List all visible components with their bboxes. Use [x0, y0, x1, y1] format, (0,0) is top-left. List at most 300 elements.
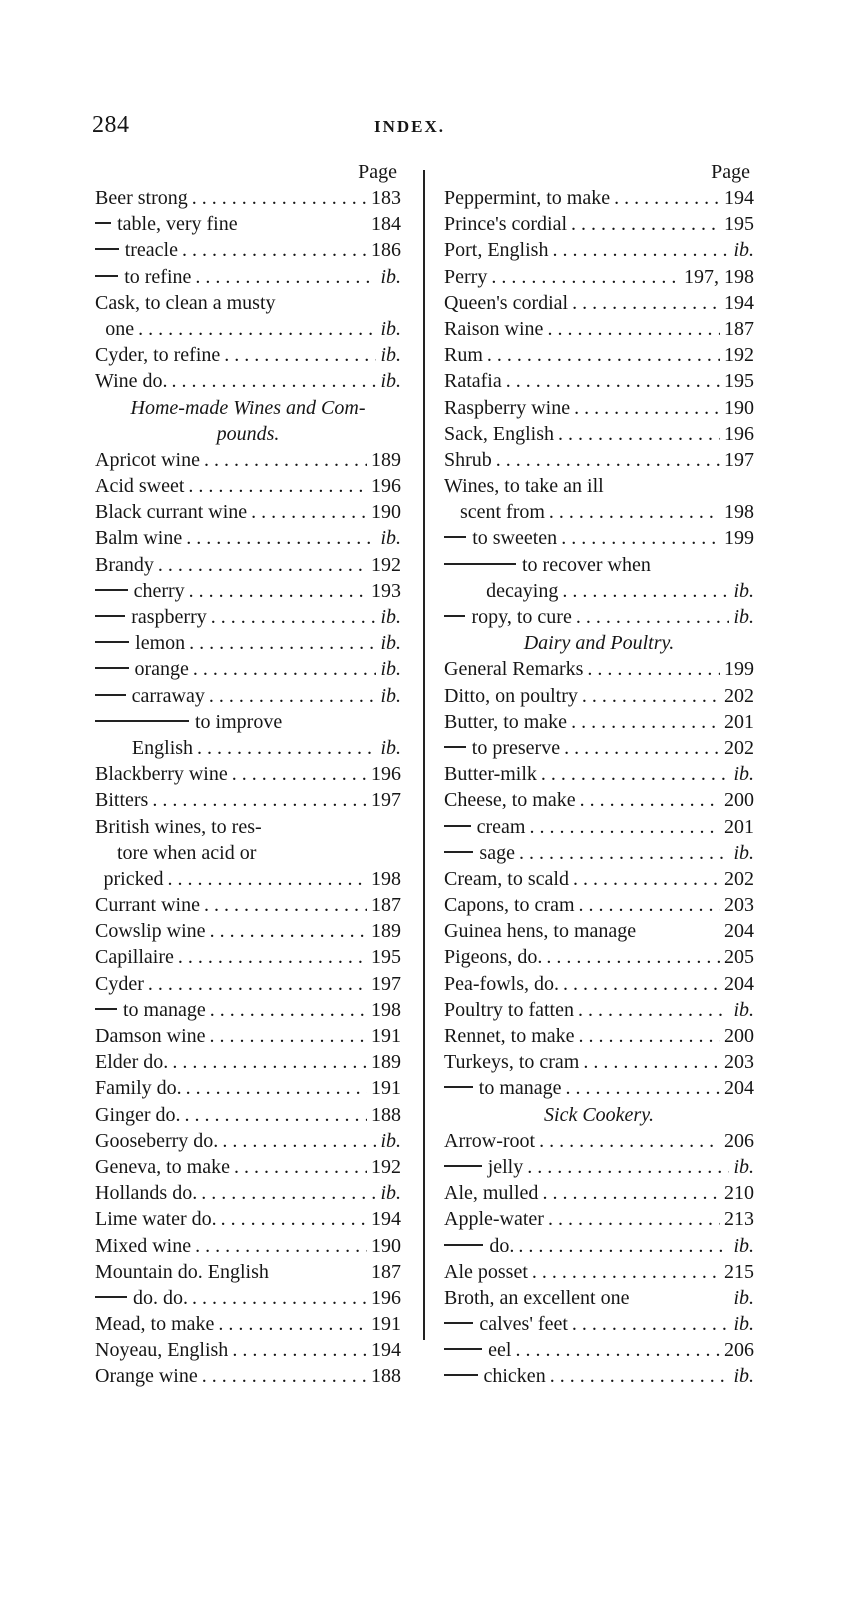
- index-entry: [444, 1363, 754, 1389]
- entry-page-number: 194: [724, 291, 754, 314]
- entry-page-number: ib.: [733, 1286, 754, 1309]
- entry-label: pricked: [103, 867, 164, 890]
- dot-leader: [579, 1023, 720, 1049]
- entry-page-number: 195: [724, 213, 754, 236]
- index-entry: [95, 447, 401, 473]
- entry-label: Black currant wine: [95, 501, 248, 524]
- index-entry: [95, 1075, 401, 1101]
- entry-page-number: 204: [724, 1077, 754, 1100]
- index-entry: [95, 1337, 401, 1363]
- entry-page-number: 184: [371, 213, 401, 236]
- entry-page-number: 191: [371, 1077, 401, 1100]
- dot-leader: [566, 1075, 720, 1101]
- entry-label: Pigeons, do.: [444, 946, 543, 969]
- dot-leader: [158, 552, 367, 578]
- dot-leader: [202, 1363, 367, 1389]
- dot-leader: [210, 997, 367, 1023]
- entry-label: do.: [489, 1234, 515, 1257]
- entry-page-number: 199: [724, 658, 754, 681]
- dot-leader: [530, 814, 721, 840]
- dot-leader: [218, 1311, 367, 1337]
- ditto-rule: [444, 1244, 483, 1246]
- entry-page-number: 200: [724, 1025, 754, 1047]
- ditto-rule: [444, 1322, 473, 1324]
- dot-leader: [542, 1180, 720, 1206]
- index-entry: [444, 447, 754, 473]
- index-entry: [444, 525, 754, 551]
- index-entry: [95, 1285, 401, 1311]
- index-entry: [95, 814, 401, 840]
- index-entry: [95, 237, 401, 263]
- entry-label: Queen's cordial: [444, 291, 569, 314]
- ditto-rule: [95, 720, 189, 722]
- entry-page-number: 197: [371, 972, 401, 995]
- entry-label: Rennet, to make: [444, 1025, 575, 1047]
- entry-page-number: 196: [371, 475, 401, 498]
- dot-leader: [564, 735, 720, 761]
- ditto-rule: [444, 563, 516, 565]
- entry-label: chicken: [483, 1365, 546, 1388]
- entry-label: Blackberry wine: [95, 763, 228, 786]
- index-column-right: [444, 160, 754, 1390]
- entry-label: Rum: [444, 344, 483, 367]
- index-entry: [95, 1049, 401, 1075]
- entry-label: Mountain do. English: [95, 1260, 269, 1283]
- index-entry: [95, 1023, 401, 1049]
- dot-leader: [614, 185, 720, 211]
- entry-label: treacle: [124, 239, 178, 262]
- dot-leader: [571, 709, 720, 735]
- dot-leader: [138, 316, 376, 342]
- index-entry: [444, 656, 754, 682]
- entry-page-number: ib.: [380, 370, 401, 393]
- ditto-rule: [95, 589, 128, 591]
- dot-leader: [573, 866, 720, 892]
- entry-page-number: 206: [724, 1129, 754, 1152]
- index-entry: [444, 552, 754, 578]
- entry-label: Butter-milk: [444, 763, 537, 786]
- entry-label: to recover when: [522, 553, 651, 576]
- dot-leader: [552, 237, 729, 263]
- index-entry: [444, 1233, 754, 1259]
- ditto-rule: [95, 275, 118, 277]
- entry-page-number: 202: [724, 736, 754, 759]
- entry-page-number: ib.: [733, 606, 754, 628]
- dot-leader: [186, 1075, 367, 1101]
- dot-leader: [506, 368, 720, 394]
- entry-page-number: 192: [371, 1155, 401, 1178]
- dot-leader: [487, 342, 720, 368]
- entry-label: Cream, to scald: [444, 867, 569, 890]
- entry-page-number: 194: [371, 1208, 401, 1231]
- dot-leader: [148, 971, 367, 997]
- index-entry: [444, 735, 754, 761]
- entry-label: Raspberry wine: [444, 396, 571, 419]
- index-entry: [444, 1154, 754, 1180]
- index-entry: [95, 499, 401, 525]
- entry-page-number: 204: [724, 972, 754, 995]
- index-entry: [95, 997, 401, 1023]
- entry-page-number: 205: [724, 946, 754, 969]
- entry-page-number: ib.: [380, 1182, 401, 1205]
- section-heading: [444, 630, 754, 656]
- entry-page-number: 195: [724, 370, 754, 393]
- entry-label: Damson wine: [95, 1025, 206, 1047]
- ditto-rule: [444, 746, 466, 748]
- entry-label: scent from: [459, 501, 545, 524]
- page-column-heading: Page: [711, 161, 750, 183]
- index-entry: [444, 499, 754, 525]
- entry-label: table, very fine: [117, 213, 238, 236]
- page-number: 284: [92, 112, 130, 138]
- ditto-rule: [444, 615, 465, 617]
- index-entry: [444, 185, 754, 211]
- entry-label: Cyder: [95, 972, 144, 995]
- entry-label: cherry: [133, 579, 185, 602]
- dot-leader: [571, 211, 720, 237]
- index-entry: [95, 552, 401, 578]
- entry-page-number: ib.: [380, 344, 401, 367]
- index-entry: [444, 342, 754, 368]
- index-entry: [95, 735, 401, 761]
- index-entry: [444, 290, 754, 316]
- entry-label: calves' feet: [479, 1313, 568, 1336]
- entry-label: Cowslip wine: [95, 920, 206, 943]
- index-entry: [95, 342, 401, 368]
- entry-label: to manage: [478, 1077, 562, 1100]
- column-divider: [423, 170, 425, 1340]
- index-entry: [444, 578, 754, 604]
- index-entry: [444, 211, 754, 237]
- entry-label: raspberry: [131, 606, 207, 628]
- index-entry: [95, 211, 401, 237]
- entry-label: Noyeau, English: [95, 1339, 229, 1362]
- index-entry: [95, 1154, 401, 1180]
- entry-label: Ratafia: [444, 370, 502, 393]
- dot-leader: [580, 787, 720, 813]
- index-entry: [444, 1259, 754, 1285]
- index-entry: [444, 1128, 754, 1154]
- entry-page-number: 187: [371, 1260, 401, 1283]
- index-entry: [444, 866, 754, 892]
- entry-page-number: ib.: [733, 1234, 754, 1257]
- ditto-rule: [95, 667, 129, 669]
- dot-leader: [186, 525, 376, 551]
- entry-page-number: 197: [371, 789, 401, 812]
- dot-leader: [572, 290, 720, 316]
- index-entry: [444, 473, 754, 499]
- dot-leader: [232, 761, 367, 787]
- dot-leader: [185, 1102, 367, 1128]
- entry-label: Prince's cordial: [444, 213, 568, 236]
- entry-page-number: ib.: [380, 736, 401, 759]
- dot-leader: [197, 735, 376, 761]
- entry-label: Cheese, to make: [444, 789, 576, 812]
- entry-page-number: ib.: [733, 1365, 754, 1388]
- entry-page-number: 203: [724, 894, 754, 917]
- index-entry: [444, 1206, 754, 1232]
- dot-leader: [515, 1337, 720, 1363]
- entry-label: Capillaire: [95, 946, 174, 969]
- entry-label: Ginger do.: [95, 1103, 181, 1126]
- index-entry: [95, 656, 401, 682]
- section-heading: [444, 1102, 754, 1128]
- index-entry: [444, 840, 754, 866]
- ditto-rule: [444, 851, 473, 853]
- entry-page-number: 198: [371, 998, 401, 1021]
- dot-leader: [188, 473, 367, 499]
- entry-page-number: ib.: [733, 239, 754, 262]
- index-entry: [444, 368, 754, 394]
- entry-page-number: 202: [724, 867, 754, 890]
- entry-label: one: [105, 317, 135, 340]
- entry-label: Mixed wine: [95, 1234, 192, 1257]
- dot-leader: [222, 1128, 376, 1154]
- index-entry: [95, 264, 401, 290]
- index-entry: [444, 709, 754, 735]
- entry-label: Elder do.: [95, 1051, 169, 1074]
- index-entry: [95, 604, 401, 630]
- ditto-rule: [444, 1348, 482, 1350]
- running-title: INDEX.: [374, 117, 446, 136]
- entry-page-number: 215: [724, 1260, 754, 1283]
- entry-page-number: ib.: [380, 265, 401, 288]
- dot-leader: [224, 342, 376, 368]
- index-entry: [95, 1180, 401, 1206]
- entry-label: ropy, to cure: [471, 606, 572, 628]
- ditto-rule: [444, 1374, 478, 1376]
- index-entry: [95, 368, 401, 394]
- entry-page-number: 198: [724, 501, 754, 524]
- entry-page-number: 213: [724, 1208, 754, 1231]
- index-entry: [95, 525, 401, 551]
- dot-leader: [572, 1311, 730, 1337]
- index-entry: [444, 264, 754, 290]
- entry-label: Ditto, on poultry: [444, 684, 578, 707]
- dot-leader: [210, 918, 367, 944]
- entry-label: Bitters: [95, 789, 149, 812]
- entry-page-number: 187: [724, 317, 754, 340]
- dot-leader: [192, 185, 367, 211]
- entry-label: Orange wine: [95, 1365, 198, 1388]
- dot-leader: [234, 1154, 367, 1180]
- entry-label: Broth, an excellent one: [444, 1286, 630, 1309]
- dot-leader: [583, 1049, 720, 1075]
- ditto-rule: [95, 641, 129, 643]
- dot-leader: [204, 892, 367, 918]
- index-entry: [95, 1259, 401, 1285]
- entry-page-number: 189: [371, 448, 401, 471]
- entry-label: Acid sweet: [95, 475, 185, 498]
- index-entry: [95, 971, 401, 997]
- dot-leader: [209, 683, 377, 709]
- index-entry: [95, 1206, 401, 1232]
- entry-page-number: 197: [724, 448, 754, 471]
- dot-leader: [558, 421, 720, 447]
- entry-label: Brandy: [95, 553, 154, 576]
- index-entry: [444, 1311, 754, 1337]
- index-entry: [444, 944, 754, 970]
- entry-label: Peppermint, to make: [444, 187, 611, 209]
- dot-leader: [195, 1233, 367, 1259]
- dot-leader: [582, 683, 720, 709]
- entry-page-number: 210: [724, 1182, 754, 1205]
- entry-label: Geneva, to make: [95, 1155, 230, 1178]
- ditto-rule: [95, 694, 126, 696]
- entry-label: Butter, to make: [444, 710, 568, 733]
- dot-leader: [491, 264, 680, 290]
- index-entry: [444, 1285, 754, 1311]
- index-entry: [95, 709, 401, 735]
- section-heading-text: Sick Cookery.: [544, 1103, 654, 1126]
- index-entry: [95, 683, 401, 709]
- dot-leader: [178, 944, 367, 970]
- section-heading-text: Dairy and Poultry.: [523, 632, 675, 655]
- entry-page-number: 190: [724, 396, 754, 419]
- index-entry: [95, 761, 401, 787]
- entry-page-number: 190: [371, 1234, 401, 1257]
- entry-page-number: ib.: [380, 684, 401, 707]
- entry-label: to improve: [195, 710, 283, 733]
- entry-page-number: 192: [371, 553, 401, 576]
- entry-page-number: 196: [724, 422, 754, 445]
- entry-page-number: 183: [371, 187, 401, 209]
- entry-page-number: 206: [724, 1339, 754, 1362]
- dot-leader: [561, 525, 720, 551]
- index-entry: [95, 185, 401, 211]
- entry-label: Perry: [444, 265, 488, 288]
- dot-leader: [562, 578, 729, 604]
- entry-page-number: 187: [371, 894, 401, 917]
- dot-leader: [541, 761, 730, 787]
- dot-leader: [251, 499, 367, 525]
- entry-page-number: 194: [371, 1339, 401, 1362]
- entry-page-number: ib.: [733, 763, 754, 786]
- entry-label: sage: [479, 841, 515, 864]
- index-entry: [95, 787, 401, 813]
- entry-label: lemon: [135, 632, 186, 655]
- entry-page-number: 202: [724, 684, 754, 707]
- entry-label: Wines, to take an ill: [444, 475, 604, 498]
- index-entry: [444, 316, 754, 342]
- ditto-rule: [95, 222, 111, 224]
- section-heading: [95, 421, 401, 447]
- index-entry: [95, 944, 401, 970]
- entry-page-number: ib.: [380, 1129, 401, 1152]
- index-entry: [95, 918, 401, 944]
- index-entry: [444, 971, 754, 997]
- entry-page-number: ib.: [733, 998, 754, 1021]
- dot-leader: [518, 1233, 729, 1259]
- index-entry: [444, 1337, 754, 1363]
- dot-leader: [519, 840, 729, 866]
- entry-label: Raison wine: [444, 317, 544, 340]
- dot-leader: [549, 499, 720, 525]
- index-entry: [444, 761, 754, 787]
- entry-label: Currant wine: [95, 894, 200, 917]
- ditto-rule: [444, 536, 466, 538]
- ditto-rule: [95, 1296, 127, 1298]
- dot-leader: [204, 447, 367, 473]
- entry-label: Mead, to make: [95, 1313, 215, 1336]
- entry-page-number: 188: [371, 1365, 401, 1388]
- entry-page-number: ib.: [380, 658, 401, 681]
- ditto-rule: [444, 1086, 473, 1088]
- entry-label: Ale, mulled: [444, 1182, 539, 1205]
- dot-leader: [201, 1180, 376, 1206]
- page-column-heading: Page: [358, 161, 397, 183]
- ditto-rule: [95, 248, 119, 250]
- dot-leader: [168, 866, 368, 892]
- entry-page-number: 196: [371, 763, 401, 786]
- entry-label: Hollands do.: [95, 1182, 198, 1205]
- dot-leader: [152, 787, 367, 813]
- entry-page-number: 204: [724, 920, 754, 943]
- index-entry: [95, 1311, 401, 1337]
- index-column-left: [95, 160, 401, 1390]
- entry-label: to sweeten: [472, 527, 558, 550]
- entry-page-number: 197, 198: [684, 265, 754, 288]
- entry-label: Balm wine: [95, 527, 183, 550]
- index-entry: [444, 918, 754, 944]
- entry-label: do. do.: [132, 1286, 188, 1309]
- index-entry: [95, 840, 401, 866]
- entry-page-number: 198: [371, 867, 401, 890]
- index-entry: [95, 1128, 401, 1154]
- dot-leader: [548, 1206, 720, 1232]
- entry-page-number: 189: [371, 920, 401, 943]
- entry-page-number: 190: [371, 501, 401, 524]
- entry-page-number: 201: [724, 815, 754, 838]
- entry-page-number: 193: [371, 579, 401, 602]
- entry-page-number: 199: [724, 527, 754, 550]
- dot-leader: [578, 997, 729, 1023]
- ditto-rule: [444, 825, 471, 827]
- entry-label: decaying: [486, 579, 559, 602]
- entry-label: Gooseberry do.: [95, 1129, 219, 1152]
- entry-page-number: 203: [724, 1051, 754, 1074]
- entry-page-number: 200: [724, 789, 754, 812]
- entry-page-number: 194: [724, 187, 754, 209]
- dot-leader: [182, 237, 367, 263]
- index-entry: [95, 1233, 401, 1259]
- ditto-rule: [95, 1008, 117, 1010]
- index-entry: [444, 604, 754, 630]
- dot-leader: [546, 944, 720, 970]
- index-entry: [95, 290, 401, 316]
- dot-leader: [574, 395, 720, 421]
- entry-label: to preserve: [471, 736, 561, 759]
- index-entry: [95, 1363, 401, 1389]
- index-entry: [444, 814, 754, 840]
- dot-leader: [221, 1206, 367, 1232]
- entry-label: Poultry to fatten: [444, 998, 574, 1021]
- entry-page-number: 191: [371, 1025, 401, 1047]
- dot-leader: [550, 1363, 730, 1389]
- entry-label: Apple-water: [444, 1208, 544, 1231]
- ditto-rule: [95, 615, 125, 617]
- index-entries: [444, 185, 754, 1390]
- section-heading: [95, 395, 401, 421]
- index-entry: [95, 892, 401, 918]
- dot-leader: [192, 1285, 367, 1311]
- index-entry: [444, 395, 754, 421]
- dot-leader: [211, 604, 377, 630]
- dot-leader: [579, 892, 720, 918]
- entry-label: Family do.: [95, 1077, 182, 1100]
- index-entry: [444, 237, 754, 263]
- dot-leader: [496, 447, 720, 473]
